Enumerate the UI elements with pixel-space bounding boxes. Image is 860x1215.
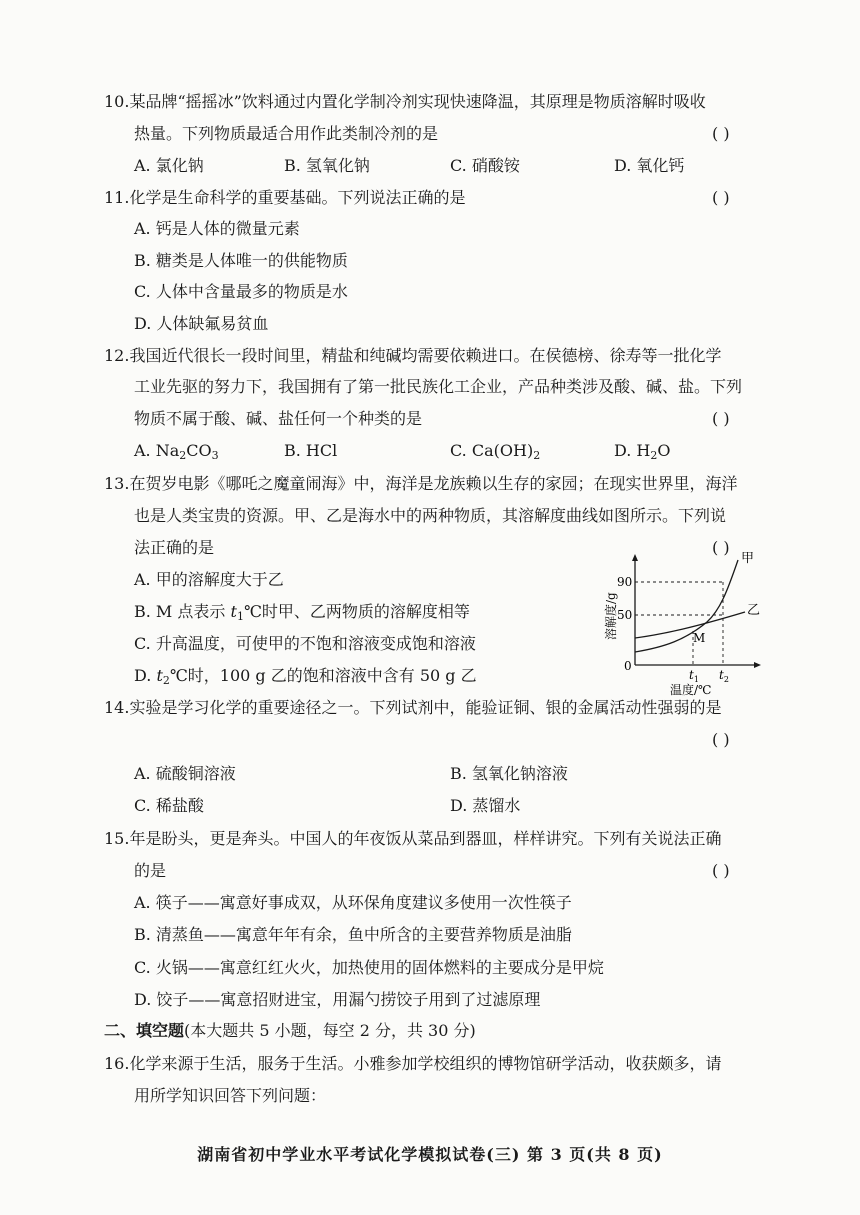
q14-option-c: C. 稀盐酸: [134, 796, 204, 815]
q12-answer-paren: ( ): [712, 409, 730, 428]
q12-stem-line3: 物质不属于酸、碱、盐任何一个种类的是: [134, 409, 423, 428]
curve-jia: [635, 560, 738, 652]
q12-stem-line1: 12.我国近代很长一段时间里，精盐和纯碱均需要依赖进口。在侯德榜、徐寿等一批化学: [104, 346, 722, 365]
q12-option-c: C. $Ca(OH)_2$: [450, 441, 541, 462]
q11-answer-paren: ( ): [712, 188, 730, 207]
origin-label: 0: [624, 659, 632, 673]
q11-option-b: B. 糖类是人体唯一的供能物质: [134, 251, 348, 270]
q16-stem-line1: 16.化学来源于生活，服务于生活。小雅参加学校组织的博物馆研学活动，收获颇多，请: [104, 1054, 722, 1073]
q12-option-a: A. $Na_2CO_3$: [134, 441, 219, 462]
q15-option-a: A. 筷子——寓意好事成双，从环保角度建议多使用一次性筷子: [134, 893, 572, 912]
q13-stem-line2: 也是人类宝贵的资源。甲、乙是海水中的两种物质，其溶解度曲线如图所示。下列说: [134, 506, 727, 525]
q11-option-d: D. 人体缺氟易贫血: [134, 314, 269, 333]
q14-answer-paren: ( ): [712, 730, 730, 749]
q15-option-b: B. 清蒸鱼——寓意年年有余，鱼中所含的主要营养物质是油脂: [134, 925, 572, 944]
q14-option-a: A. 硫酸铜溶液: [134, 764, 236, 783]
q15-stem-line2: 的是: [134, 861, 167, 880]
q13-option-b: B. M 点表示 $t_1℃$时甲、乙两物质的溶解度相等: [134, 602, 470, 623]
q13-option-c: C. 升高温度，可使甲的不饱和溶液变成饱和溶液: [134, 634, 476, 653]
section2-note: (本大题共 5 小题，每空 2 分，共 30 分): [184, 1021, 476, 1040]
q10-option-d: D. 氧化钙: [614, 156, 685, 175]
q11-stem-line1: 11.化学是生命科学的重要基础。下列说法正确的是: [104, 188, 466, 207]
section2-heading: [104, 1021, 476, 1041]
q13-option-a: A. 甲的溶解度大于乙: [134, 570, 284, 589]
y-axis-arrow-icon: [632, 554, 638, 561]
q11-option-a: A. 钙是人体的微量元素: [134, 219, 300, 238]
q12-stem-line2: 工业先驱的努力下，我国拥有了第一批民族化工企业，产品种类涉及酸、碱、盐。下列: [134, 377, 743, 396]
section2-title: 二、填空题: [104, 1021, 185, 1040]
q13-answer-paren: ( ): [712, 538, 730, 557]
q14-option-d: D. 蒸馏水: [450, 796, 521, 815]
tick-t1: $t_1$: [689, 668, 699, 684]
q10-answer-paren: ( ): [712, 124, 730, 143]
q10-option-b: B. 氢氧化钠: [284, 156, 370, 175]
tick-90: 90: [617, 575, 633, 589]
page-footer: 湖南省初中学业水平考试化学模拟试卷(三) 第 3 页(共 8 页): [197, 1145, 663, 1164]
q10-stem-line2: 热量。下列物质最适合用作此类制冷剂的是: [134, 124, 439, 143]
q15-stem-line1: 15.年是盼头，更是奔头。中国人的年夜饭从菜品到器皿，样样讲究。下列有关说法正确: [104, 829, 722, 848]
q10-stem-line1: 10.某品牌“摇摇冰”饮料通过内置化学制冷剂实现快速降温，其原理是物质溶解时吸收: [104, 92, 706, 111]
solubility-curve-graph: [595, 552, 770, 697]
label-jia: 甲: [741, 552, 755, 566]
x-axis-arrow-icon: [754, 662, 761, 668]
q16-stem-line2: 用所学知识回答下列问题：: [134, 1086, 327, 1105]
q15-answer-paren: ( ): [712, 861, 730, 880]
q15-option-c: C. 火锅——寓意红红火火，加热使用的固体燃料的主要成分是甲烷: [134, 958, 604, 977]
y-axis-label: 溶解度/g: [604, 592, 618, 640]
tick-50: 50: [617, 608, 633, 622]
q14-option-b: B. 氢氧化钠溶液: [450, 764, 568, 783]
x-axis-label: 温度/℃: [670, 683, 712, 697]
q13-stem-line1: 13.在贺岁电影《哪吒之魔童闹海》中，海洋是龙族赖以生存的家园；在现实世界里，海洋: [104, 474, 738, 493]
q14-stem-line1: 14.实验是学习化学的重要途径之一。下列试剂中，能验证铜、银的金属活动性强弱的是: [104, 698, 722, 717]
q10-option-a: A. 氯化钠: [134, 156, 204, 175]
q10-option-c: C. 硝酸铵: [450, 156, 520, 175]
q12-option-d: D. $H_2O$: [614, 441, 671, 462]
q13-option-d: D. $t_2℃$时，100 g 乙的饱和溶液中含有 50 g 乙: [134, 666, 477, 687]
q13-stem-line3: 法正确的是: [134, 538, 215, 557]
q11-option-c: C. 人体中含量最多的物质是水: [134, 282, 348, 301]
q12-option-b: B. HCl: [284, 441, 338, 460]
point-m-label: M: [693, 631, 706, 645]
label-yi: 乙: [747, 603, 761, 618]
q15-option-d: D. 饺子——寓意招财进宝，用漏勺捞饺子用到了过滤原理: [134, 990, 541, 1009]
tick-t2: $t_2$: [719, 668, 729, 684]
